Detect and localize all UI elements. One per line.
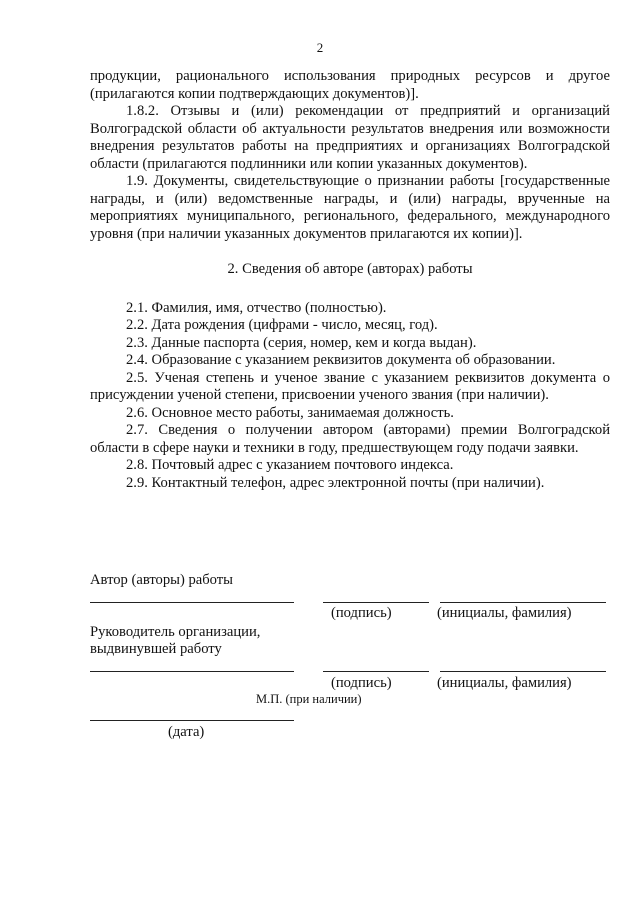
- head-label-line2: выдвинувшей работу: [90, 641, 222, 657]
- author-label: Автор (авторы) работы: [90, 572, 233, 588]
- date-line: [90, 720, 294, 721]
- head-name-line: [90, 671, 294, 672]
- document-body: [90, 68, 610, 492]
- signature-caption-2: (подпись): [331, 675, 392, 691]
- paragraph-continuation: продукции, рационального использования природных ресурсов и другое (прилагаются копии подтверждающих документов)].: [90, 68, 610, 102]
- list-item-2-3: 2.3. Данные паспорта (серия, номер, кем и когда выдан).: [126, 334, 477, 351]
- head-initials-line: [440, 671, 606, 672]
- date-caption: (дата): [168, 724, 205, 740]
- list-item-2-2: 2.2. Дата рождения (цифрами - число, месяц, год).: [126, 317, 438, 333]
- list-item-2-7: 2.7. Сведения о получении автором (авторами) премии Волгоградской области в сфере науки и техники в году, предшествующем году подачи заявки.: [90, 422, 610, 456]
- list-item-2-4: 2.4. Образование с указанием реквизитов документа об образовании.: [126, 352, 556, 368]
- paragraph-1-9: 1.9. Документы, свидетельствующие о признании работы [государственные награды, и (или) ведомственные награды, и (или) награды, врученные на мероприятиях муниципального, регионального, федерального, международного уровня (при наличии указанных документов прилагаются их копии)].: [90, 173, 610, 242]
- paragraph-1-8-2: 1.8.2. Отзывы и (или) рекомендации от предприятий и организаций Волгоградской области об актуальности результатов внедрения или возможности внедрения результатов работы на предприятиях и организациях Волгоградской области (прилагаются подлинники или копии указанных документов).: [90, 103, 610, 172]
- list-item-2-6: 2.6. Основное место работы, занимаемая должность.: [126, 404, 454, 421]
- list-item-2-5: 2.5. Ученая степень и ученое звание с указанием реквизитов документа о присуждении ученой степени, присвоении ученого звания (при наличии).: [90, 369, 610, 403]
- signature-caption: (подпись): [331, 605, 392, 621]
- head-label-line1: Руководитель организации,: [90, 624, 261, 640]
- author-name-line: [90, 602, 294, 603]
- list-item-2-8: 2.8. Почтовый адрес с указанием почтового индекса.: [126, 457, 454, 473]
- list-item-2-1: 2.1. Фамилия, имя, отчество (полностью).: [126, 299, 387, 316]
- author-initials-line: [440, 602, 606, 603]
- page-number: 2: [316, 40, 324, 55]
- initials-caption-2: (инициалы, фамилия): [437, 675, 572, 691]
- head-signature-line: [323, 671, 429, 672]
- initials-caption: (инициалы, фамилия): [437, 605, 572, 621]
- stamp-note: М.П. (при наличии): [256, 692, 362, 706]
- author-signature-line: [323, 602, 429, 603]
- list-item-2-9: 2.9. Контактный телефон, адрес электронной почты (при наличии).: [126, 474, 545, 491]
- section-heading: 2. Сведения об авторе (авторах) работы: [227, 261, 473, 277]
